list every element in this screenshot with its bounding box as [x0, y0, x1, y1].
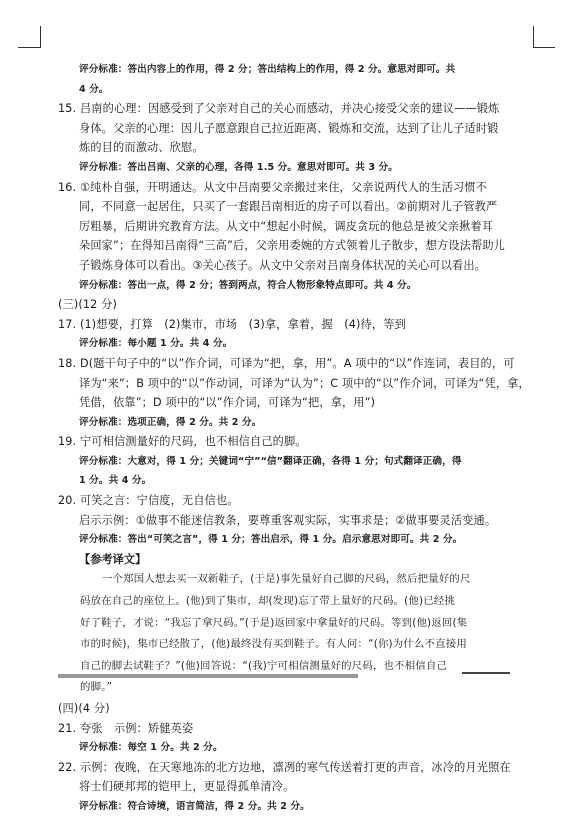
answer-16-line: 朵回家”；在得知吕南得“三高”后，父亲用委婉的方式领着儿子散步，想方设法帮助儿: [79, 239, 505, 253]
crop-mark-top-right-vertical: [533, 26, 534, 48]
answer-20: 20. 可笑之言：宁信度，无自信也。: [58, 494, 239, 508]
answer-18-line: 凭借，依靠”；D 项中的“以”作介词，可译为“把，拿，用”): [79, 396, 376, 410]
scoring-criteria-20: 评分标准：答出“可笑之言”，得 1 分；答出启示，得 1 分。启示意思对即可。共 2 分。: [79, 534, 463, 546]
translation-line: 一个郑国人想去买一双新鞋子，(于是)事先量好自己脚的尺码，然后把量好的尺: [102, 573, 471, 586]
scoring-criteria-21: 评分标准：每空 1 分。共 2 分。: [79, 742, 223, 754]
section-4-heading: (四)(4 分): [58, 702, 110, 715]
answer-22: 22. 示例：夜晚，在天寒地冻的北方边地，凛冽的寒气传送着打更的声音，冰冷的月光照在: [58, 760, 511, 774]
answer-17: 17. (1)想要，打算 (2)集市，市场 (3)拿，拿着，握 (4)待，等到: [58, 317, 406, 331]
answer-22-line: 将士们硬邦邦的铠甲上，更显得孤单清冷。: [79, 780, 295, 794]
answer-15-line: 炼的目的而激动、欣慰。: [79, 141, 204, 155]
reference-translation-heading: 【参考译文】: [79, 552, 147, 566]
page-number-box: [462, 672, 510, 682]
page-footer-cut: [58, 672, 524, 682]
translation-line: 自己的脚去试鞋子？”(他)回答说：“(我)宁可相信测量好的尺码，也不相信自己: [80, 659, 448, 672]
scoring-criteria-16: 评分标准：答出一点，得 2 分；答到两点，符合人物形象特点即可。共 4 分。: [79, 279, 417, 291]
scoring-criteria-continued: 4 分。: [79, 83, 109, 95]
answer-19: 19. 宁可相信测量好的尺码，也不相信自己的脚。: [58, 435, 307, 449]
scoring-criteria-17: 评分标准：每小题 1 分。共 4 分。: [79, 338, 233, 350]
scoring-criteria-19: 评分标准：大意对，得 1 分；关键词“宁”“信”翻译正确，各得 1 分；句式翻译正确，得: [79, 455, 462, 467]
crop-mark-top-right-horizontal: [533, 47, 555, 48]
translation-line: 码放在自己的座位上。(他)到了集市，却(发现)忘了带上量好的尺码。(他)已经挑: [80, 595, 456, 608]
scoring-criteria-18: 评分标准：选项正确，得 2 分。共 2 分。: [79, 416, 262, 428]
answer-18: 18. D(题干句子中的“以”作介词，可译为“把，拿，用”。A 项中的“以”作连词，表目的，可: [58, 356, 515, 370]
translation-line: 好了鞋子，才说：“我忘了拿尺码。”(于是)返回家中拿量好的尺码。等到(他)返回(集: [80, 616, 468, 629]
answer-key-page: [58, 60, 530, 817]
crop-mark-top-left-horizontal: [18, 47, 40, 48]
answer-21: 21. 夸张 示例：矫健英姿: [58, 721, 194, 735]
section-3-heading: (三)(12 分): [58, 298, 117, 312]
scoring-criteria: 评分标准：答出内容上的作用，得 2 分；答出结构上的作用，得 2 分。意思对即可。共: [79, 64, 456, 75]
footer-text-cut: [58, 674, 358, 678]
answer-16-line: 子锻炼身体可以看出。③关心孩子。从文中父亲对吕南身体状况的关心可以看出。: [79, 258, 486, 272]
scoring-criteria-15: 评分标准：答出吕南、父亲的心理，各得 1.5 分。意思对即可。共 3 分。: [79, 161, 398, 173]
answer-15-line: 身体。父亲的心理：因儿子愿意跟自己拉近距离、锻炼和交流，达到了让儿子适时锻: [79, 121, 499, 135]
answer-16: 16. ①纯朴自强，开明通达。从文中吕南要父亲搬过来住，父亲说两代人的生活习惯不: [58, 180, 487, 194]
translation-line: 的脚。”: [80, 681, 113, 694]
answer-16-line: 厉粗暴，后期讲究教育方法。从文中“想起小时候，调皮贪玩的他总是被父亲揪着耳: [79, 219, 494, 233]
crop-mark-top-left-vertical: [40, 26, 41, 48]
scoring-criteria-22: 评分标准：符合诗境，语言简洁，得 2 分。共 2 分。: [79, 800, 310, 812]
answer-16-line: 同，不同意一起居住，只买了一套跟吕南相近的房子可以看出。②前期对儿子管教严: [79, 200, 498, 214]
answer-20-inspiration: 启示示例：①做事不能迷信教条，要尊重客观实际，实事求是；②做事要灵活变通。: [79, 513, 497, 527]
answer-15: 15. 吕南的心理：因感受到了父亲对自己的关心而感动，并决心接受父亲的建议——锻炼: [58, 102, 500, 116]
scoring-criteria-19-continued: 1 分。共 4 分。: [79, 475, 152, 487]
translation-line: 市的时候)，集市已经散了，(他)最终没有买到鞋子。有人问：“(你)为什么不直接用: [80, 638, 467, 651]
answer-18-line: 译为“来”；B 项中的“以”作动词，可译为“认为”；C 项中的“以”作介词，可译为“凭，拿，: [79, 376, 530, 390]
